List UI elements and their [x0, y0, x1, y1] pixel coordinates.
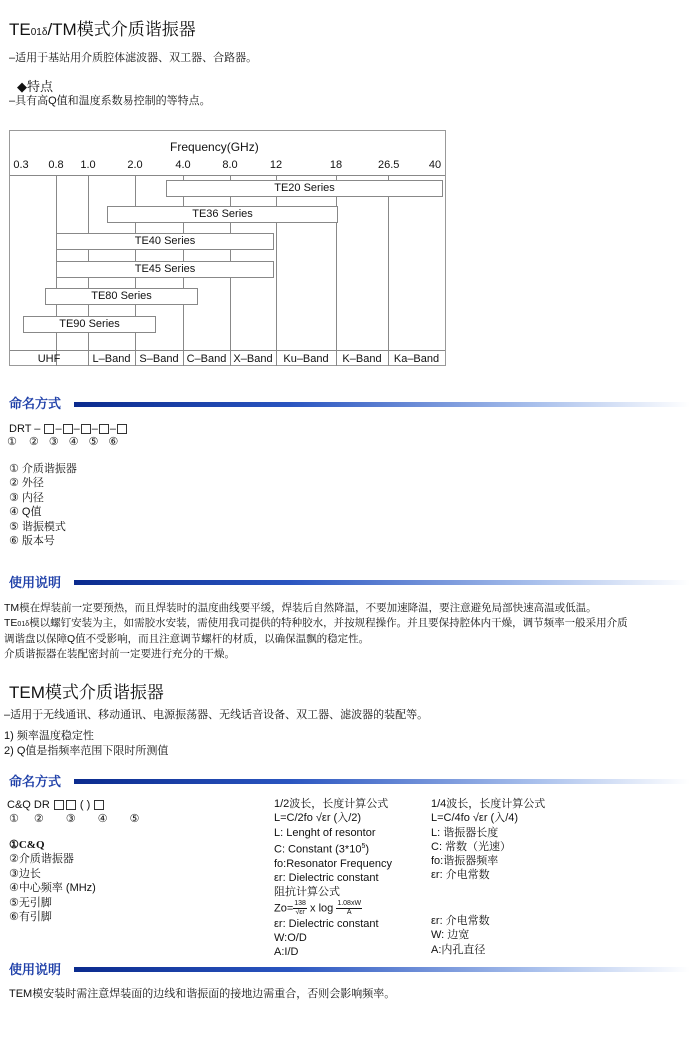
te-title [9, 20, 196, 43]
list-item: ⑥ 版本号 [9, 535, 55, 548]
tem-applies: –适用于无线通讯、移动通讯、电源振荡器、无线话音设备、双工器、滤波器的装配等。 [4, 709, 429, 721]
code-num: ② [28, 436, 39, 448]
zo-den: √εr [295, 908, 305, 916]
band-label: X–Band [233, 353, 273, 365]
band-label: Ku–Band [283, 353, 329, 365]
code-box [99, 424, 109, 434]
constant-exp: 5 [361, 842, 366, 850]
code-box [94, 800, 104, 810]
zo-fraction [293, 900, 307, 917]
te-applies: –适用于基站用介质腔体滤波器、双工器、合路器。 [9, 52, 258, 64]
tem-note: 2) Q值是指频率范围下限时所测值 [4, 745, 169, 757]
chart-title: Frequency(GHz) [170, 140, 259, 154]
formula-line: fo:谐振器频率 [431, 855, 499, 868]
frequency-chart [9, 130, 446, 366]
band-label: UHF [37, 353, 61, 365]
code-num: ③ [48, 436, 59, 448]
naming-heading: 命名方式 [9, 774, 62, 789]
usage-line [4, 616, 628, 632]
impedance-formula [274, 900, 392, 917]
grid-line [276, 175, 277, 366]
formula-line [274, 840, 392, 857]
cq-code [7, 798, 105, 812]
zo-prefix: Zo= [274, 902, 294, 915]
band-label: L–Band [92, 353, 131, 365]
drt-code: DRT – – – – – [9, 422, 128, 436]
code-num: ① [9, 813, 19, 825]
list-item: ① 介质谐振器 [9, 463, 77, 475]
formula-line: fo:Resonator Frequency [274, 857, 393, 870]
usage-line: TM模在焊装前一定要预热，而且焊装时的温度曲线要平缓，焊装后自然降温，不要加速降温，要注意避免局部快速高温或低温。 [4, 602, 597, 614]
code-box [117, 424, 127, 434]
log-den: A [346, 908, 352, 916]
half-wave-formula: L=C/2fo √εr (入/2) [274, 812, 362, 825]
code-num: ⑤ [129, 813, 140, 825]
zo-num: 138 [294, 899, 306, 907]
list-item: ①C&Q [9, 839, 45, 851]
series-bar: TE80 Series [45, 288, 198, 305]
naming-list [9, 462, 77, 548]
tick-label: 0.8 [48, 159, 64, 171]
tick-label: 18 [329, 159, 343, 171]
tick-label: 4.0 [175, 159, 191, 171]
series-bar: TE36 Series [107, 206, 338, 223]
code-box [66, 800, 76, 810]
log-num: 1.08xW [337, 899, 362, 907]
series-bar: TE20 Series [166, 180, 443, 197]
drt-code-numbers [7, 435, 118, 449]
formula-line: W:O/D [274, 932, 307, 945]
list-item: ⑤ 谐振模式 [9, 520, 66, 533]
list-item: ④ Q值 [9, 506, 42, 519]
chart-band-line [10, 350, 445, 351]
tem-note: 1) 频率温度稳定性 [4, 730, 94, 742]
tick-label: 8.0 [222, 159, 238, 171]
grid-line [388, 175, 389, 366]
list-item: ⑥有引脚 [9, 911, 52, 924]
code-paren: ( ) [79, 799, 91, 811]
list-item: ③ 内径 [9, 491, 44, 504]
code-box [81, 424, 91, 434]
log-fraction [336, 900, 362, 917]
formula-line: L: Lenght of resontor [274, 826, 376, 839]
tick-label: 1.0 [80, 159, 96, 171]
features-heading: ◆特点 [17, 79, 53, 94]
naming-heading: 命名方式 [9, 396, 62, 411]
usage-line: 调谐盘以保障Q值不受影响，而且注意调节螺杆的材质，以确保温飘的稳定性。 [4, 633, 370, 645]
constant-text: C: Constant (3*10 [274, 843, 362, 856]
list-item: ② 外径 [9, 477, 44, 490]
list-item: ⑤无引脚 [9, 896, 52, 909]
quarter-wave-column [431, 797, 545, 957]
usage-line-rest: 模以螺钉安装为主，如需胶水安装，需使用我司提供的特种胶水，并按规程操作。并且要保持腔体内干燥，调节频率一般采用介质 [29, 617, 628, 629]
cq-list [9, 838, 96, 924]
formula-line: L: 谐振器长度 [431, 826, 499, 839]
half-wave-heading: 1/2波长，长度计算公式 [274, 798, 389, 810]
usage-line: 介质谐振器在装配密封前一定要进行充分的干燥。 [4, 648, 235, 660]
formula-line: W: 边宽 [431, 929, 470, 942]
grid-line [336, 175, 337, 366]
quarter-wave-formula: L=C/4fo √εr (入/4) [431, 812, 519, 825]
formula-line: εr: 介电常数 [431, 915, 490, 928]
formula-line: A:内孔直径 [431, 943, 486, 956]
series-bar: TE45 Series [56, 261, 274, 278]
te-title-main: TE [9, 20, 31, 39]
usage-te-sub: 01δ [17, 621, 30, 628]
code-box [44, 424, 54, 434]
formula-line: A:I/D [274, 946, 299, 959]
code-num: ⑤ [88, 436, 99, 448]
code-num: ② [33, 813, 44, 825]
formula-line: εr: Dielectric constant [274, 872, 379, 885]
usage-te: TE [4, 617, 18, 629]
band-label: Ka–Band [393, 353, 440, 365]
spacer [431, 897, 545, 914]
code-num: ④ [97, 813, 108, 825]
usage-paragraph [4, 601, 628, 662]
cq-code-numbers [9, 812, 139, 826]
te-title-rest: /TM模式介质谐振器 [47, 20, 196, 39]
impedance-heading: 阻抗计算公式 [274, 886, 340, 899]
code-num: ① [7, 436, 17, 448]
section-divider [74, 402, 690, 407]
tick-label: 2.0 [127, 159, 143, 171]
usage-heading: 使用说明 [9, 962, 62, 977]
code-num: ⑥ [108, 436, 119, 448]
code-box [63, 424, 73, 434]
tick-label: 40 [428, 159, 442, 171]
spacer [431, 883, 545, 897]
section-divider [74, 779, 690, 784]
band-label: K–Band [342, 353, 382, 365]
te-title-sub: 01δ [30, 27, 48, 38]
cq-prefix: C&Q DR [7, 799, 50, 811]
formula-line: C: 常数（光速） [431, 840, 512, 853]
usage-paragraph: TEM模安装时需注意焊装面的边线和谐振面的接地边需重合，否则会影响频率。 [9, 988, 396, 1000]
band-label: S–Band [139, 353, 179, 365]
band-label: C–Band [186, 353, 227, 365]
tick-label: 12 [269, 159, 283, 171]
tick-label: 0.3 [13, 159, 29, 171]
series-bar: TE40 Series [56, 233, 274, 250]
drt-prefix: DRT – [9, 423, 41, 435]
chart-axis-line [10, 175, 445, 176]
code-box [54, 800, 64, 810]
code-num: ③ [65, 813, 76, 825]
quarter-wave-heading: 1/4波长，长度计算公式 [431, 798, 546, 810]
features-text: –具有高Q值和温度系数易控制的等特点。 [9, 95, 211, 107]
section-divider [74, 580, 690, 585]
formula-line: εr: Dielectric constant [274, 917, 379, 930]
usage-heading: 使用说明 [9, 575, 62, 590]
code-num: ④ [68, 436, 79, 448]
list-item: ④中心频率 (MHz) [9, 882, 96, 895]
zo-mid: x log [310, 902, 334, 915]
list-item: ③边长 [9, 867, 41, 880]
half-wave-column [274, 797, 392, 960]
list-item: ②介质谐振器 [9, 853, 74, 866]
formula-line: εr: 介电常数 [431, 869, 490, 882]
tem-title: TEM模式介质谐振器 [9, 683, 164, 702]
constant-close: ) [365, 843, 370, 856]
section-divider [74, 967, 690, 972]
tick-label: 26.5 [378, 159, 400, 171]
series-bar: TE90 Series [23, 316, 156, 333]
